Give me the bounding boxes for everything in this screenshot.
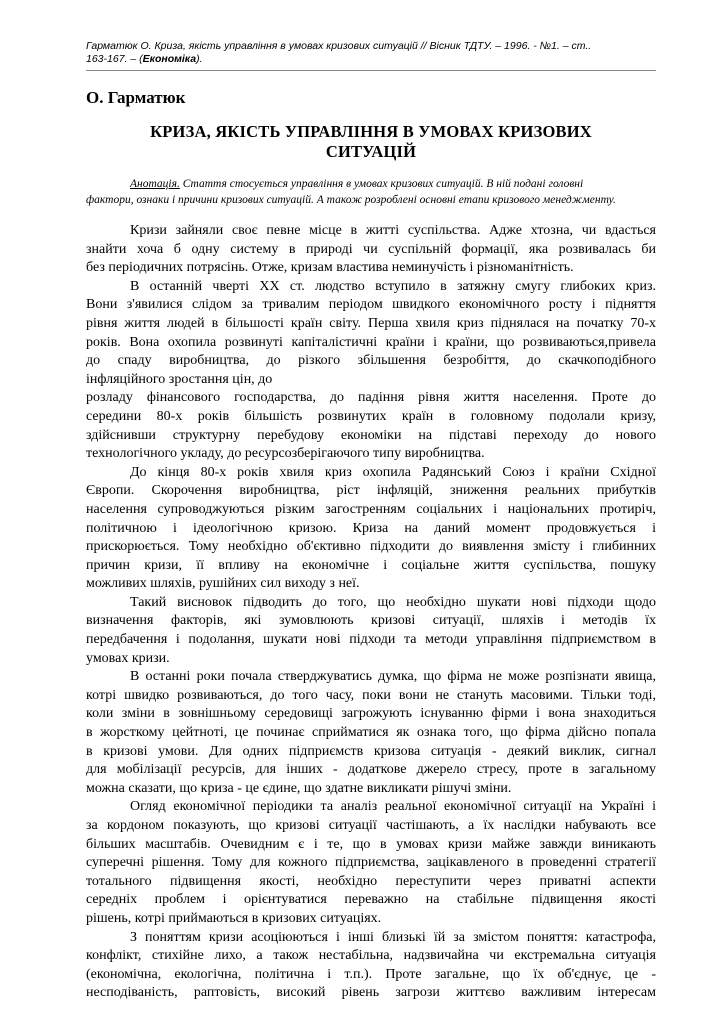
body-line: З поняттям кризи асоціюються і інші близькі їй за змістом поняття: катастрофа,	[130, 929, 656, 945]
body-line: знайти хоча б одну систему в природі чи суспільній формації, яка розвивалась би	[86, 241, 656, 257]
body-line: до спаду виробництва, до різкого збільшення безробіття, до скачкоподібного	[86, 353, 656, 369]
body-line: політичною і ідеологічною кризою. Криза на даний момент продовжується і	[86, 520, 656, 536]
body-line: здійснивши структурну перебудову економіки на підставі переходу до нового	[86, 427, 656, 443]
body-line: причин кризи, її впливу на економічне і соціальне життя суспільства, пошуку	[86, 557, 656, 573]
body-line: в кризові умови. Для одних підприємств кризова ситуація - деякий виклик, сигнал	[86, 743, 656, 759]
body-line: за кордоном показують, що кризові ситуації частішають, а їх наслідки набувають все	[86, 818, 656, 833]
citation-header	[86, 40, 656, 66]
body-line: умовах кризи.	[86, 650, 170, 666]
body-line: Такий висновок підводить до того, що необхідно шукати нові підходи щодо	[130, 594, 656, 610]
abstract-text-1: Стаття стосується управління в умовах кризових ситуацій. В ній подані головні	[179, 178, 584, 190]
author-name: О. Гарматюк	[86, 88, 186, 107]
body-line: років. Вона охопила розвинуті капіталістичні країни і країни, що розвиваються,привела	[86, 334, 656, 350]
body-line: До кінця 80-х років хвиля криз охопила Радянський Союз і країни Східної	[130, 464, 656, 480]
citation-pages: 163-167. – (	[86, 53, 143, 65]
body-line: в жорсткому цейтноті, це починає сприйматися як ознака того, що фірма дійсно попала	[86, 725, 656, 741]
abstract-line-2: фактори, ознаки і причини кризових ситуацій. А також розроблені основні етапи кризового менеджменту.	[86, 194, 616, 206]
header-divider	[86, 70, 656, 71]
body-line: тотального підвищення якості, необхідно переступити через приватні аспекти	[86, 873, 656, 889]
body-line: В останні роки почала стверджуватись думка, що фірма не може розпізнати явища,	[130, 669, 656, 685]
citation-section: Економіка	[142, 53, 197, 65]
body-line: суперечні рішення. Тому для кожного підприємства, зацікавленого в проведенні стратегії	[86, 855, 656, 871]
body-line: конфлікт, стихійне лихо, а також нестабільна, надзвичайна чи екстремальна ситуація	[86, 948, 656, 964]
body-line: інфляційного зростання цін, до	[86, 371, 273, 387]
body-line: (економічна, екологічна, політична і т.п.). Проте загальне, що їх об'єднує, це -	[86, 966, 656, 982]
body-line: розладу фінансового господарства, до падіння рівня життя населення. Проте до	[86, 390, 656, 406]
title-line-2: СИТУАЦІЙ	[325, 142, 417, 161]
body-line: передбачення і подолання, шукати нові підходи та методи управління підприємством в	[86, 632, 656, 648]
abstract-label: Анотація.	[130, 178, 180, 190]
body-line: визначення факторів, які зумовлюють кризові ситуації, шляхів і методів їх	[86, 613, 656, 629]
body-line: рішень, котрі приймаються в кризових ситуаціях.	[86, 910, 382, 926]
body-line: більших масштабів. Очевидним є і те, що в умовах кризи майже завжди виникають	[86, 836, 656, 852]
article-title	[86, 122, 656, 162]
body-line: рівня життя людей в більшості країн світу. Перша хвиля криз піднялася на початку 70-х	[86, 315, 656, 331]
body-line: населення супроводжуються різким загостренням соціальних і національних протиріч,	[86, 501, 656, 517]
body-line: В останній чверті ХХ ст. людство вступило в затяжну смугу глибоких кpиз.	[130, 278, 656, 294]
body-line: без періодичних потрясінь. Отже, кризам властива неминучість і різноманітність.	[86, 260, 574, 276]
abstract-line-1	[86, 176, 656, 192]
body-line: технологічного укладу, до ресурсозберігаючого типу виробництва.	[86, 446, 485, 462]
body-line: коли зміни в зовнішньому середовищі загрожують існуванню фірми і вона знаходиться	[86, 706, 656, 722]
abstract	[86, 176, 656, 208]
body-line: несподіваність, раптовість, високий рівень загрози життєво важливим інтересам	[86, 985, 656, 1001]
body-line: для мобілізації ресурсів, для інших - додаткове джерело стресу, проте в загальному	[86, 762, 656, 778]
citation-line-1: Гарматюк О. Криза, якість управління в умовах кризових ситуацій // Вісник ТДТУ. – 1996. - №1. – ст..	[86, 40, 592, 52]
body-line: Огляд економічної періодики та аналіз реальної економічної ситуації на Україні і	[130, 799, 656, 815]
body-line: можна сказати, що криза - це єдине, що здатне викликати рішучі зміни.	[86, 780, 512, 796]
citation-line-2	[86, 53, 656, 66]
citation-end: ).	[196, 53, 203, 65]
body-line: Вони з'явилися слідом за тривалим періодом швидкого економічного росту і підняття	[86, 297, 656, 313]
body-line: можливих шляхів, рушійних сил виходу з неї.	[86, 576, 360, 592]
body-line: середніх проблем і орієнтуватися переважно на стабільне підвищення якості	[86, 892, 656, 908]
body-line: прискорюється. Тому необхідно об'єктивно підходити до виявлення змісту і глибинних	[86, 539, 656, 555]
body-line: Європи. Скорочення виробництва, ріст інфляцій, зниження реальних прибутків	[86, 483, 656, 499]
body-line: середини 80-х років більшість розвинутих країн в головному подолали кризу,	[86, 408, 656, 424]
body-line: котрі швидко розвиваються, до того часу, поки вони не стануть масовими. Тільки тоді,	[86, 687, 656, 703]
title-line-1: КРИЗА, ЯКІСТЬ УПРАВЛІННЯ В УМОВАХ КРИЗОВИХ	[150, 122, 592, 141]
body-line: Кризи зайняли своє певне місце в житті суспільства. Адже хтозна, чи вдасться	[130, 223, 656, 238]
article-body	[86, 222, 656, 1003]
